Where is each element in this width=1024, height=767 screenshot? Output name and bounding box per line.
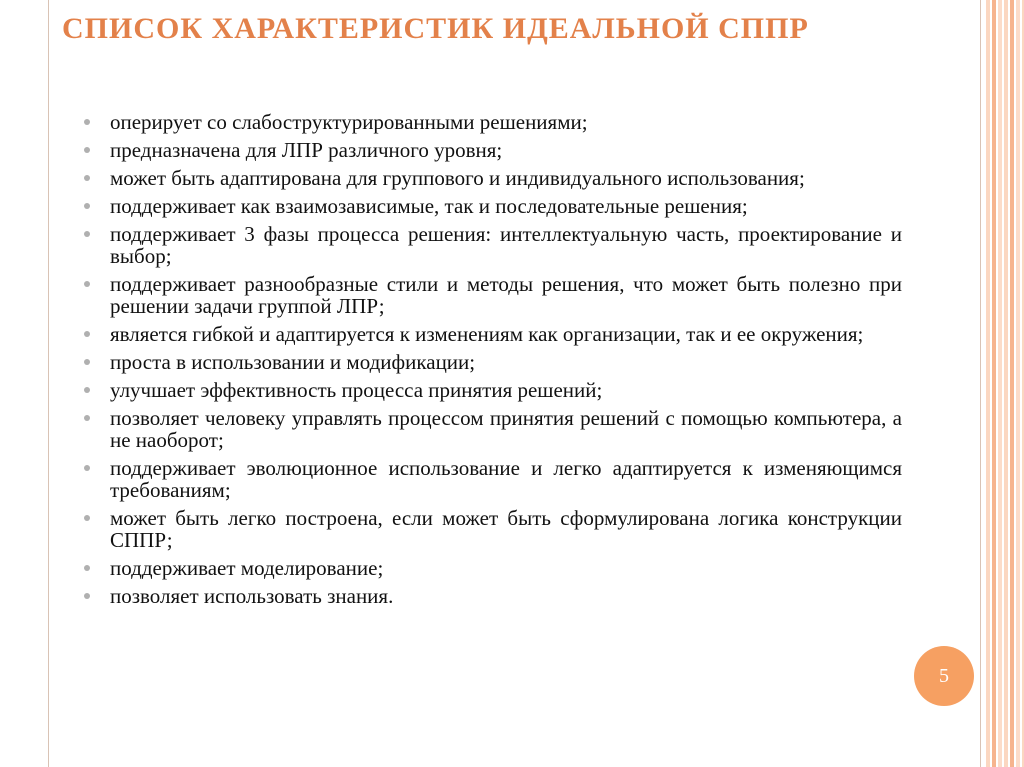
list-item-text: поддерживает 3 фазы процесса решения: интеллектуальную часть, проектирование и выбор;: [110, 222, 902, 268]
list-item: [82, 457, 902, 501]
bullet-icon: [84, 331, 90, 337]
list-item-text: улучшает эффективность процесса принятия решений;: [110, 378, 603, 402]
list-item-text: поддерживает эволюционное использование и легко адаптируется к изменяющимся требованиям;: [110, 456, 902, 502]
list-item-text: поддерживает как взаимозависимые, так и последовательные решения;: [110, 194, 748, 218]
bullet-icon: [84, 175, 90, 181]
list-item: [82, 223, 902, 267]
decorative-stripes: [986, 0, 1024, 767]
bullet-icon: [84, 593, 90, 599]
list-item: [82, 379, 902, 401]
list-item-text: оперирует со слабоструктурированными решениями;: [110, 110, 588, 134]
list-item: [82, 351, 902, 373]
bullet-icon: [84, 465, 90, 471]
list-item: [82, 323, 902, 345]
list-item: [82, 111, 902, 133]
bullet-icon: [84, 359, 90, 365]
list-item: [82, 139, 902, 161]
bullet-icon: [84, 119, 90, 125]
list-item: [82, 407, 902, 451]
characteristics-list: [82, 111, 902, 613]
list-item-text: является гибкой и адаптируется к изменениям как организации, так и ее окружения;: [110, 322, 864, 346]
list-item: [82, 273, 902, 317]
bullet-icon: [84, 231, 90, 237]
list-item-text: позволяет человеку управлять процессом принятия решений с помощью компьютера, а не наоборот;: [110, 406, 902, 452]
list-item-text: поддерживает разнообразные стили и методы решения, что может быть полезно при решении задачи группой ЛПР;: [110, 272, 902, 318]
list-item: [82, 195, 902, 217]
list-item-text: проста в использовании и модификации;: [110, 350, 476, 374]
page-number: 5: [939, 664, 949, 687]
list-item-text: предназначена для ЛПР различного уровня;: [110, 138, 503, 162]
bullet-icon: [84, 281, 90, 287]
list-item-text: позволяет использовать знания.: [110, 584, 394, 608]
page-number-badge: [914, 646, 974, 706]
bullet-icon: [84, 515, 90, 521]
bullet-icon: [84, 565, 90, 571]
list-item: [82, 557, 902, 579]
slide-title: СПИСОК ХАРАКТЕРИСТИК ИДЕАЛЬНОЙ СППР: [62, 12, 809, 45]
list-item-text: может быть адаптирована для группового и индивидуального использования;: [110, 166, 805, 190]
bullet-icon: [84, 387, 90, 393]
list-item: [82, 585, 902, 607]
bullet-icon: [84, 203, 90, 209]
list-item-text: поддерживает моделирование;: [110, 556, 384, 580]
list-item: [82, 507, 902, 551]
list-item-text: может быть легко построена, если может быть сформулирована логика конструкции СППР;: [110, 506, 902, 552]
list-item: [82, 167, 902, 189]
bullet-icon: [84, 415, 90, 421]
bullet-icon: [84, 147, 90, 153]
